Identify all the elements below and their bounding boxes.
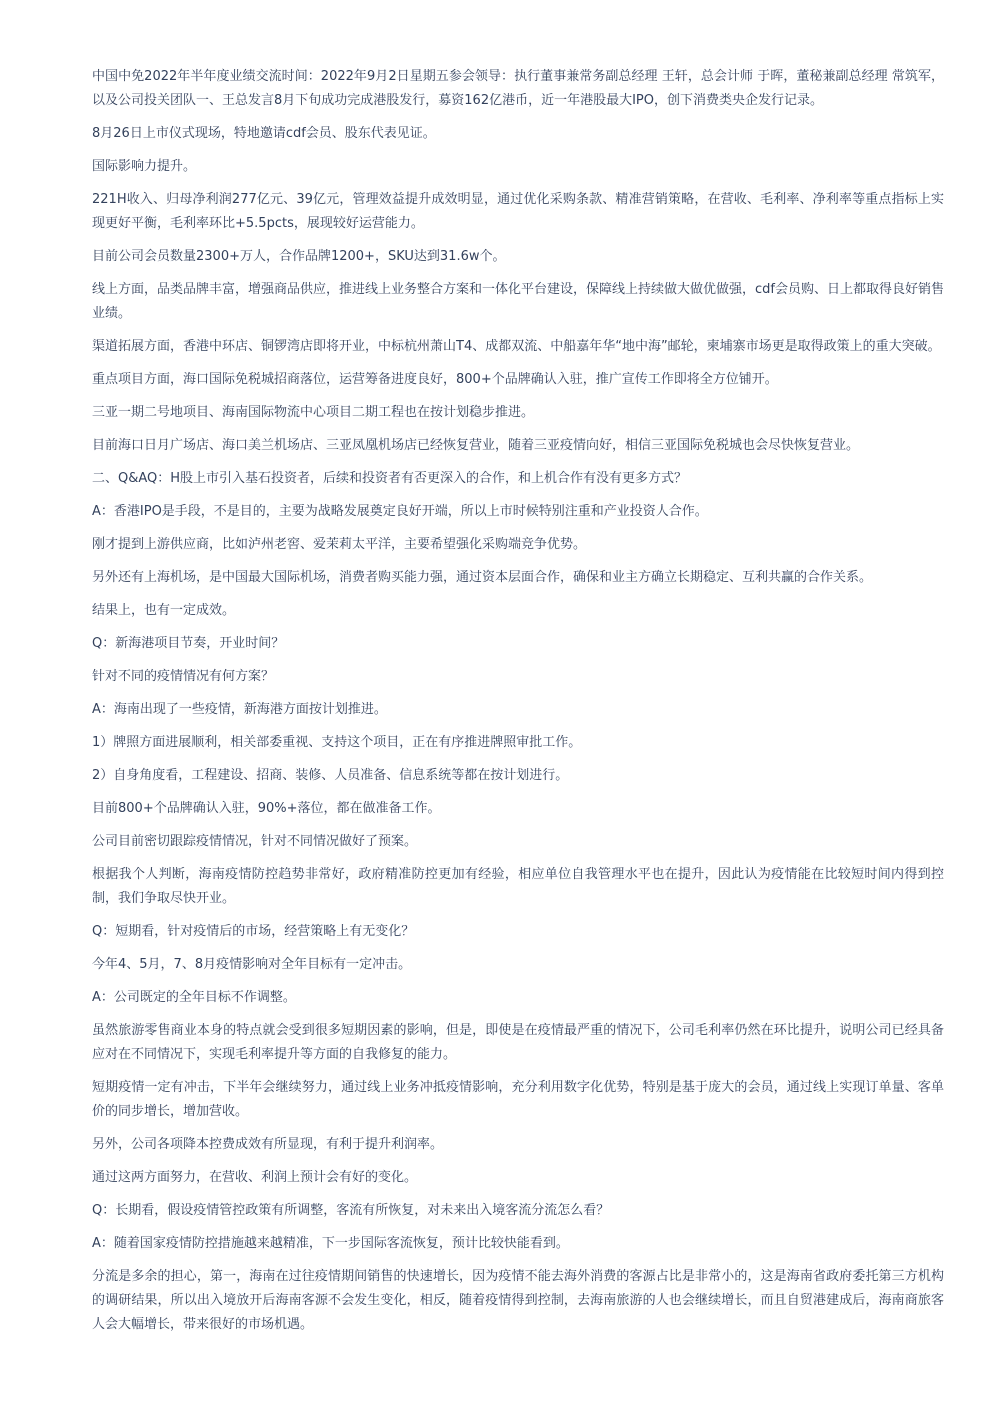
paragraph-answer-hainan: A：海南出现了一些疫情，新海港方面按计划推进。 (92, 702, 387, 717)
paragraph-brands: 目前800+个品牌确认入驻，90%+落位，都在做准备工作。 (92, 801, 441, 816)
paragraph-answer-ipo: A：香港IPO是手段，不是目的，主要为战略发展奠定良好开端，所以上市时候特别注重和产业投资人合作。 (92, 504, 708, 519)
paragraph-key-projects: 重点项目方面，海口国际免税城招商落位，运营筹备进度良好，800+个品牌确认入驻，推广宣传工作即将全方位铺开。 (92, 372, 778, 387)
paragraph-online: 线上方面，品类品牌丰富，增强商品供应，推进线上业务整合方案和一体化平台建设，保障线上持续做大做优做强，cdf会员购、日上都取得良好销售业绩。 (92, 282, 944, 321)
paragraph-channels: 渠道拓展方面，香港中环店、铜锣湾店即将开业，中标杭州萧山T4、成都双流、中船嘉年华“地中海”邮轮，柬埔寨市场更是取得政策上的重大突破。 (92, 339, 941, 354)
paragraph-license: 1）牌照方面进展顺利，相关部委重视、支持这个项目，正在有序推进牌照审批工作。 (92, 735, 582, 750)
paragraph-sanya-project: 三亚一期二号地项目、海南国际物流中心项目二期工程也在按计划稳步推进。 (92, 405, 535, 420)
paragraph-cost-control: 另外，公司各项降本控费成效有所显现，有利于提升利润率。 (92, 1137, 444, 1152)
document-body (92, 65, 944, 1346)
paragraph-intro: 中国中免2022年半年度业绩交流时间：2022年9月2日星期五参会领导：执行董事兼常务副总经理 王轩，总会计师 于晖，董秘兼副总经理 常筑军，以及公司投关团队一、王总发言8月下旬成功完成港股发行，募资162亿港币，近一年港股最大IPO，创下消费类央企发行记录。 (92, 69, 944, 108)
paragraph-travel-retail: 虽然旅游零售商业本身的特点就会受到很多短期因素的影响，但是，即使是在疫情最严重的情况下，公司毛利率仍然在环比提升，说明公司已经具备应对在不同情况下，实现毛利率提升等方面的自我修复的能力。 (92, 1023, 944, 1062)
paragraph-question-new-port: Q：新海港项目节奏，开业时间？ (92, 636, 285, 651)
paragraph-question-plan: 针对不同的疫情情况有何方案？ (92, 669, 275, 684)
paragraph-question-long-term: Q：长期看，假设疫情管控政策有所调整，客流有所恢复，对未来出入境客流分流怎么看？ (92, 1203, 610, 1218)
paragraph-question-short-term: Q：短期看，针对疫情后的市场，经营策略上有无变化？ (92, 924, 415, 939)
paragraph-suppliers: 刚才提到上游供应商，比如泸州老窖、爱茉莉太平洋，主要希望强化采购端竞争优势。 (92, 537, 587, 552)
paragraph-short-term-impact: 短期疫情一定有冲击，下半年会继续努力，通过线上业务冲抵疫情影响，充分利用数字化优势，特别是基于庞大的会员，通过线上实现订单量、客单价的同步增长，增加营收。 (92, 1080, 944, 1119)
paragraph-h1-results: 221H收入、归母净利润277亿元、39亿元，管理效益提升成效明显，通过优化采购条款、精准营销策略，在营收、毛利率、净利率等重点指标上实现更好平衡，毛利率环比+5.5pcts，展现较好运营能力。 (92, 192, 944, 231)
paragraph-judgement: 根据我个人判断，海南疫情防控趋势非常好，政府精准防控更加有经验，相应单位自我管理水平也在提升，因此认为疫情能在比较短时间内得到控制，我们争取尽快开业。 (92, 867, 944, 906)
paragraph-listing-ceremony: 8月26日上市仪式现场，特地邀请cdf会员、股东代表见证。 (92, 126, 436, 141)
paragraph-answer-recovery: A：随着国家疫情防控措施越来越精准，下一步国际客流恢复，预计比较快能看到。 (92, 1236, 569, 1251)
paragraph-qa-heading: 二、Q&AQ：H股上市引入基石投资者，后续和投资者有否更深入的合作，和上机合作有没有更多方式？ (92, 471, 688, 486)
paragraph-two-efforts: 通过这两方面努力，在营收、利润上预计会有好的变化。 (92, 1170, 418, 1185)
paragraph-influence: 国际影响力提升。 (92, 159, 197, 174)
paragraph-diversion: 分流是多余的担心，第一，海南在过往疫情期间销售的快速增长，因为疫情不能去海外消费的客源占比是非常小的，这是海南省政府委托第三方机构的调研结果，所以出入境放开后海南客源不会发生变化，相反，随着疫情得到控制，去海南旅游的人也会继续增长，而且自贸港建成后，海南商旅客人会大幅增长，带来很好的市场机遇。 (92, 1269, 944, 1332)
paragraph-tracking: 公司目前密切跟踪疫情情况，针对不同情况做好了预案。 (92, 834, 418, 849)
paragraph-store-reopening: 目前海口日月广场店、海口美兰机场店、三亚凤凰机场店已经恢复营业，随着三亚疫情向好，相信三亚国际免税城也会尽快恢复营业。 (92, 438, 860, 453)
paragraph-shanghai-airport: 另外还有上海机场，是中国最大国际机场，消费者购买能力强，通过资本层面合作，确保和业主方确立长期稳定、互利共赢的合作关系。 (92, 570, 873, 585)
paragraph-answer-target: A：公司既定的全年目标不作调整。 (92, 990, 296, 1005)
paragraph-construction: 2）自身角度看，工程建设、招商、装修、人员准备、信息系统等都在按计划进行。 (92, 768, 569, 783)
paragraph-members: 目前公司会员数量2300+万人，合作品牌1200+，SKU达到31.6w个。 (92, 249, 506, 264)
paragraph-impact: 今年4、5月，7、8月疫情影响对全年目标有一定冲击。 (92, 957, 412, 972)
paragraph-results: 结果上，也有一定成效。 (92, 603, 236, 618)
